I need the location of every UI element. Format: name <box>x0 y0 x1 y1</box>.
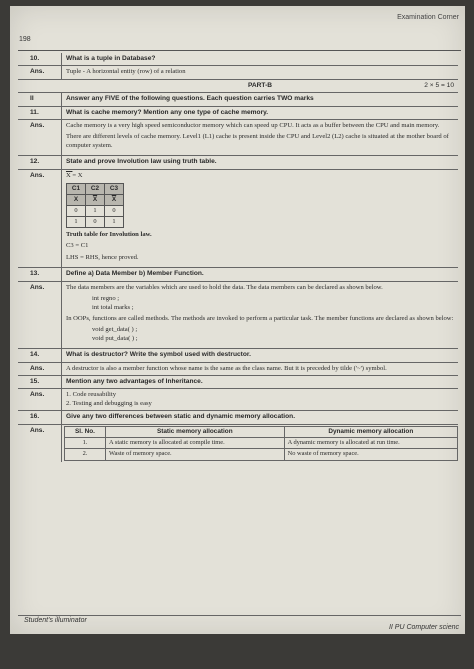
answer-row: Ans. Cache memory is a very high speed semiconductor memory which can speed up CPU. It acts as a buffer between the CPU and main memory. There are different levels of cache memory. Level1 (L1) cache is present inside the CPU and Level2 (L2) cache is situated at the mother board of computer system. <box>18 120 458 156</box>
footer-left: Student's illuminator <box>24 617 87 624</box>
question-row: 15. Mention any two advantages of Inheritance. <box>18 376 458 389</box>
answer-row: Ans. Tuple - A horizontal entity (row) of a relation <box>18 66 458 79</box>
question-row: 11. What is cache memory? Mention any one type of cache memory. <box>18 107 458 120</box>
textbook-page <box>10 6 465 634</box>
question-row: 12. State and prove Involution law using truth table. <box>18 156 458 169</box>
involution-law: X = X <box>66 171 83 179</box>
section-header: Examination Corner <box>397 14 459 21</box>
question-row: 10. What is a tuple in Database? <box>18 53 458 66</box>
question-row: 13. Define a) Data Member b) Member Function. <box>18 268 458 281</box>
answer-row: Ans. The data members are the variables which are used to hold the data. The data members can be declared as shown below. int regno ; int total marks ; In OOPs, functions are called methods. The methods are invoked to perform a particular task. The member functions are declared as shown below: void get_data( ) ; void put_data( ) ; <box>18 282 458 349</box>
answer-row: Ans. 1. Code reusability 2. Testing and debugging is easy <box>18 389 458 411</box>
header-divider <box>18 50 461 51</box>
instruction-row: II Answer any FIVE of the following questions. Each question carries TWO marks <box>18 93 458 106</box>
truth-table: C1 C2 C3 X $\overline{X}$ X 0 1 0 1 0 1 <box>66 183 124 228</box>
answer-row: Ans. Sl. No. Static memory allocation Dynamic memory allocation 1. A static memory is allocated at compile time. A dynamic memory is allocated at run time. 2. Waste of memory space. No waste of memory space. <box>18 425 458 462</box>
question-row: 14. What is destructor? Write the symbol used with destructor. <box>18 349 458 362</box>
footer-right: II PU Computer scienc <box>388 624 459 631</box>
memory-allocation-table: Sl. No. Static memory allocation Dynamic memory allocation 1. A static memory is allocated at compile time. A dynamic memory is allocated at run time. 2. Waste of memory space. No waste of memory space. <box>64 426 458 461</box>
answer-row: Ans. X = X C1 C2 C3 X $\overline{X}$ X 0 1 0 1 0 1 Truth table for Involution law. C3 = C1 LHS = RHS, hence proved. <box>18 170 458 269</box>
footer-divider <box>18 615 461 616</box>
part-b-row <box>18 80 458 93</box>
marks-label: 2 × 5 = 10 <box>424 81 454 89</box>
table-caption: Truth table for Involution law. <box>66 231 152 239</box>
part-title: PART-B <box>247 81 273 89</box>
qa-table <box>18 53 458 462</box>
answer-row: Ans. A destructor is also a member function whose name is the same as the class name. But it is preceded by tilde ('~') symbol. <box>18 363 458 376</box>
question-row: 16. Give any two differences between static and dynamic memory allocation. <box>18 411 458 424</box>
page-number: 198 <box>19 36 31 43</box>
